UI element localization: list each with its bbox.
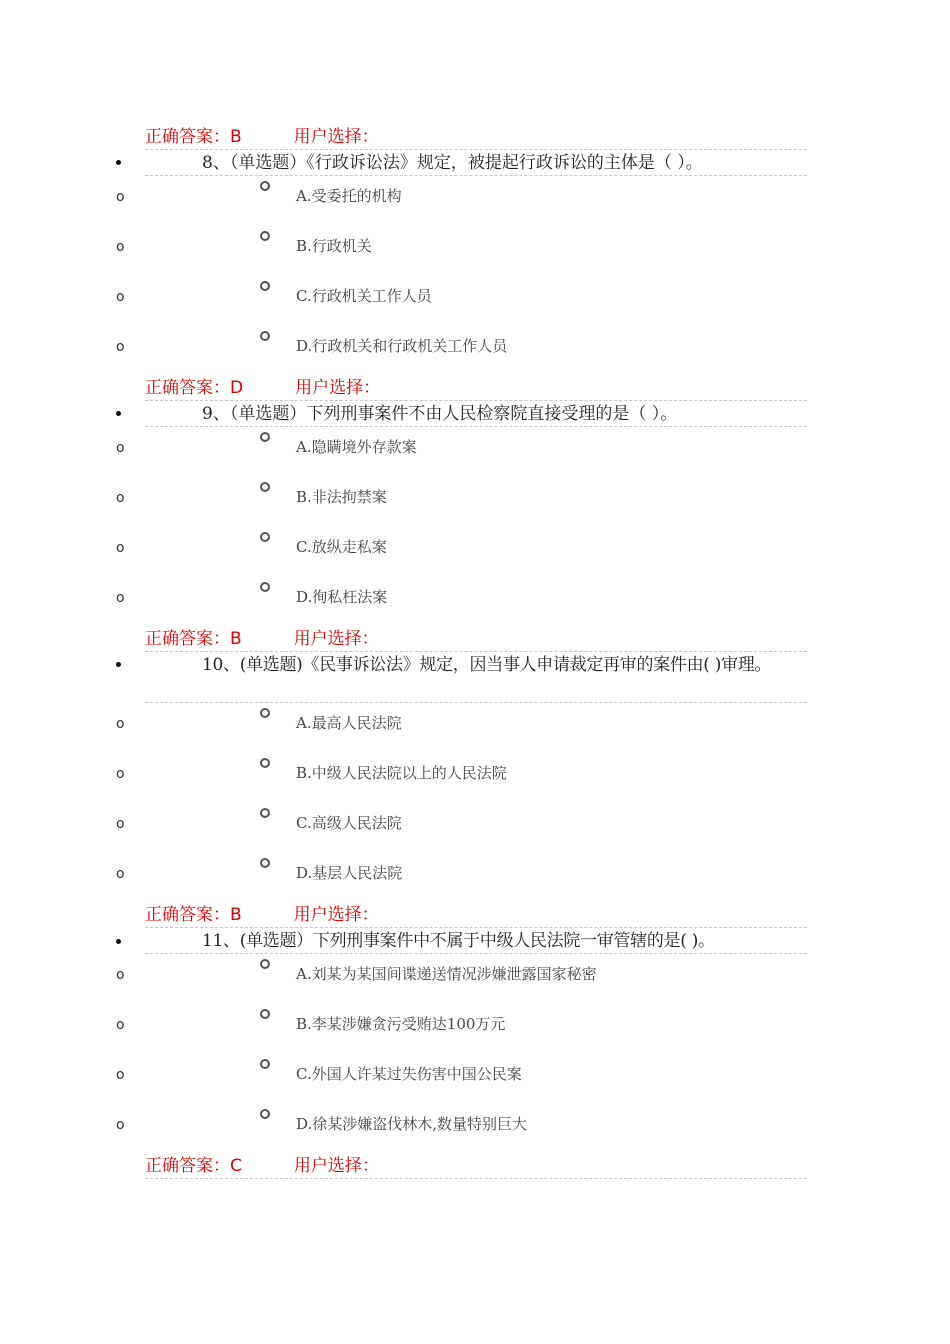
option-bullet: o <box>116 540 125 556</box>
option-bullet: o <box>116 339 125 355</box>
option-b[interactable]: B.行政机关 <box>296 237 372 255</box>
correct-answer-label: 正确答案： <box>145 629 230 649</box>
option-bullet: o <box>116 490 125 506</box>
question-bullet <box>116 939 121 944</box>
user-choice-label: 用户选择： <box>293 629 379 649</box>
option-c[interactable]: C.行政机关工作人员 <box>296 287 432 305</box>
correct-answer-value: B <box>230 629 242 649</box>
question-bullet <box>116 160 121 165</box>
correct-answer-value: D <box>230 378 244 398</box>
option-d-radio[interactable] <box>260 1109 270 1119</box>
user-choice-label: 用户选择： <box>293 1156 379 1176</box>
option-a[interactable]: A.隐瞒境外存款案 <box>296 438 417 456</box>
option-bullet: o <box>116 967 125 983</box>
option-a[interactable]: A.受委托的机构 <box>296 187 402 205</box>
option-c-radio[interactable] <box>260 532 270 542</box>
divider <box>145 175 807 176</box>
divider <box>145 426 807 427</box>
option-c[interactable]: C.高级人民法院 <box>296 814 402 832</box>
option-a-radio[interactable] <box>260 708 270 718</box>
option-d[interactable]: D.徇私枉法案 <box>296 588 388 606</box>
question-text: 10、(单选题)《民事诉讼法》规定，因当事人申请裁定再审的案件由( )审理。 <box>202 655 772 675</box>
option-b-radio[interactable] <box>260 1009 270 1019</box>
option-a[interactable]: A.刘某为某国间谍递送情况涉嫌泄露国家秘密 <box>296 965 597 983</box>
option-c-radio[interactable] <box>260 1059 270 1069</box>
option-a[interactable]: A.最高人民法院 <box>296 714 402 732</box>
correct-answer-line <box>145 127 379 147</box>
option-bullet: o <box>116 289 125 305</box>
correct-answer-line <box>145 1156 379 1176</box>
option-bullet: o <box>116 766 125 782</box>
option-b[interactable]: B.非法拘禁案 <box>296 488 387 506</box>
question-text: 11、(单选题）下列刑事案件中不属于中级人民法院一审管辖的是( )。 <box>202 931 715 951</box>
option-bullet: o <box>116 189 125 205</box>
option-b-radio[interactable] <box>260 231 270 241</box>
correct-answer-value: B <box>230 905 242 925</box>
divider <box>145 1178 807 1179</box>
question-text: 8、（单选题）《行政诉讼法》规定，被提起行政诉讼的主体是（ ）。 <box>202 153 703 173</box>
option-d[interactable]: D.徐某涉嫌盗伐林木,数量特别巨大 <box>296 1115 528 1133</box>
question-text: 9、（单选题）下列刑事案件不由人民检察院直接受理的是（ ）。 <box>202 404 678 424</box>
option-bullet: o <box>116 590 125 606</box>
correct-answer-value: B <box>230 127 242 147</box>
correct-answer-label: 正确答案： <box>145 378 230 398</box>
option-b-radio[interactable] <box>260 758 270 768</box>
user-choice-label: 用户选择： <box>293 905 379 925</box>
option-b[interactable]: B.李某涉嫌贪污受贿达100万元 <box>296 1015 506 1033</box>
user-choice-label: 用户选择： <box>293 127 379 147</box>
option-d-radio[interactable] <box>260 331 270 341</box>
option-bullet: o <box>116 816 125 832</box>
correct-answer-line <box>145 905 379 925</box>
correct-answer-line <box>145 378 380 398</box>
option-b-radio[interactable] <box>260 482 270 492</box>
option-bullet: o <box>116 440 125 456</box>
question-bullet <box>116 411 121 416</box>
correct-answer-label: 正确答案： <box>145 127 230 147</box>
divider <box>145 702 807 703</box>
question-bullet <box>116 662 121 667</box>
option-bullet: o <box>116 1067 125 1083</box>
user-choice-label: 用户选择： <box>295 378 381 398</box>
option-b[interactable]: B.中级人民法院以上的人民法院 <box>296 764 507 782</box>
correct-answer-label: 正确答案： <box>145 1156 230 1176</box>
option-a-radio[interactable] <box>260 432 270 442</box>
option-bullet: o <box>116 1117 125 1133</box>
option-c[interactable]: C.外国人许某过失伤害中国公民案 <box>296 1065 522 1083</box>
option-a-radio[interactable] <box>260 181 270 191</box>
option-d-radio[interactable] <box>260 582 270 592</box>
option-a-radio[interactable] <box>260 959 270 969</box>
divider <box>145 953 807 954</box>
option-bullet: o <box>116 866 125 882</box>
option-bullet: o <box>116 239 125 255</box>
option-c-radio[interactable] <box>260 281 270 291</box>
option-d[interactable]: D.行政机关和行政机关工作人员 <box>296 337 508 355</box>
correct-answer-value: C <box>230 1156 242 1176</box>
option-d[interactable]: D.基层人民法院 <box>296 864 403 882</box>
option-d-radio[interactable] <box>260 858 270 868</box>
correct-answer-line <box>145 629 379 649</box>
option-bullet: o <box>116 716 125 732</box>
option-c[interactable]: C.放纵走私案 <box>296 538 387 556</box>
correct-answer-label: 正确答案： <box>145 905 230 925</box>
option-c-radio[interactable] <box>260 808 270 818</box>
option-bullet: o <box>116 1017 125 1033</box>
